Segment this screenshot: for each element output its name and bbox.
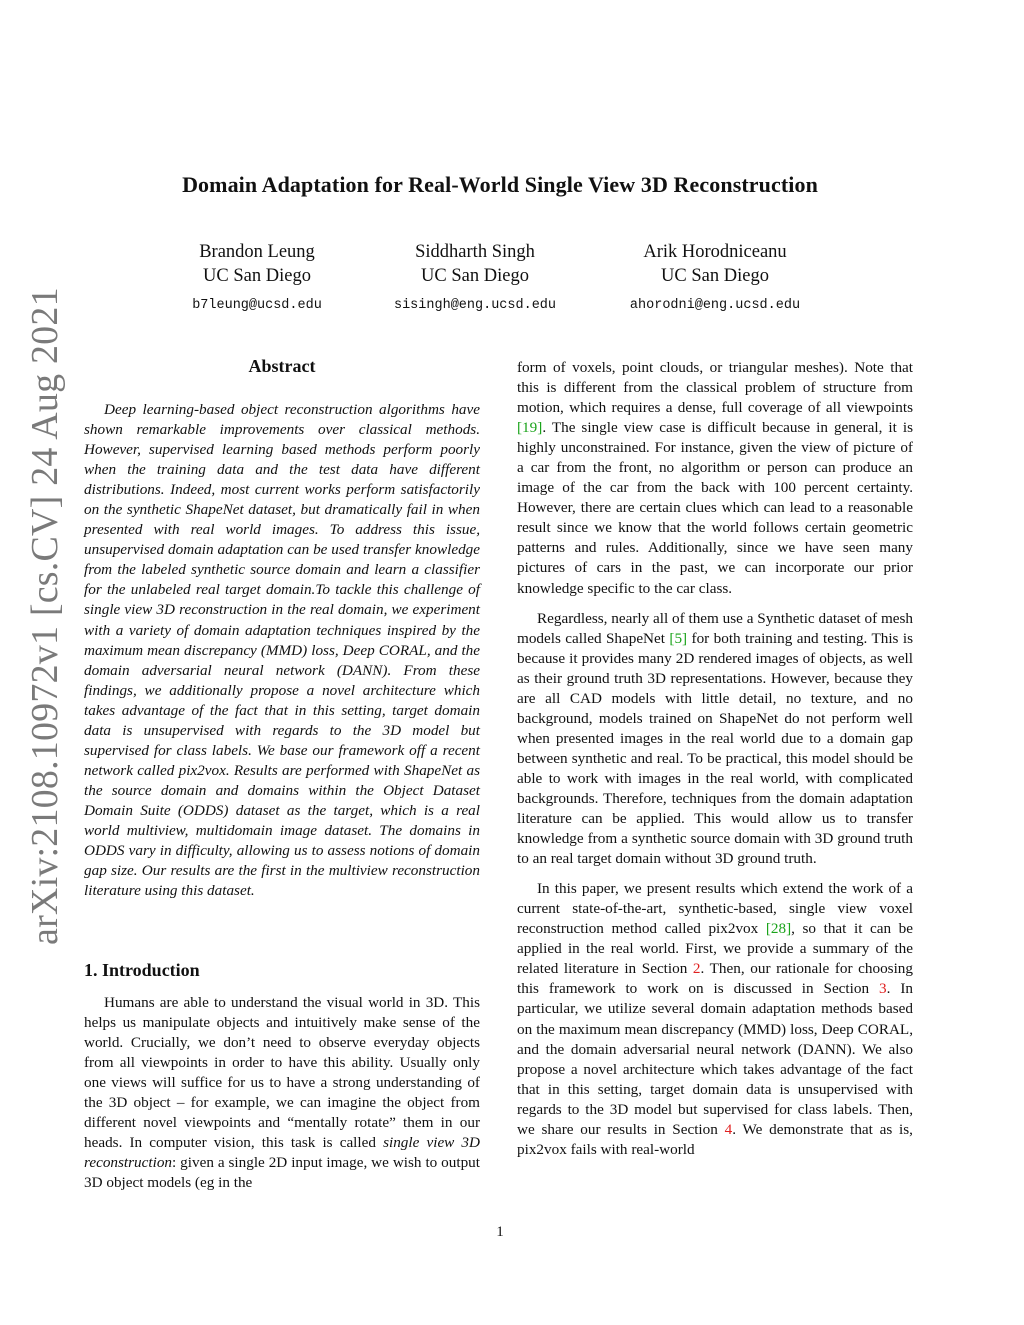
- section-link[interactable]: 2: [692, 960, 701, 978]
- author-email: sisingh@eng.ucsd.edu: [393, 298, 557, 313]
- author-affiliation: UC San Diego: [421, 266, 529, 286]
- citation-link[interactable]: [5]: [669, 629, 688, 647]
- intro-paragraph-1-continued: form of voxels, point clouds, or triangular meshes). Note that this is different from the classical problem of structure from motion, which requires a dense, full coverage of all viewpoints [19]. The single view case is difficult because in general, it is highly unconstrained. For instance, given the view of picture of a car from the front, no algorithm or person can produce an image of the car from the back with 100 percent certainty. However, there are certain clues which can lead to a reasonable result since we know that the world follows certain geometric patterns and rules. Additionally, since we have seen many pictures of cars in the past, we can incorporate our prior knowledge specific to the car class.: [517, 359, 913, 597]
- page-number: 1: [496, 1224, 504, 1240]
- author-email: ahorodni@eng.ucsd.edu: [629, 298, 801, 313]
- author-email: b7leung@ucsd.edu: [192, 298, 322, 313]
- author-name: Siddharth Singh: [415, 242, 535, 262]
- author-affiliation: UC San Diego: [203, 266, 311, 286]
- intro-paragraph-2: Regardless, nearly all of them use a Synthetic dataset of mesh models called ShapeNet [5] for both training and testing. This is because it provides many 2D rendered images of objects, as well as their ground truth 3D representations. However, because they are all CAD models with little detail, no texture, and no background, models trained on ShapeNet do not perform well when presented images in the real world due to a domain gap between synthetic and real. To be practical, this model should be able to work with images in the real world, with complicated backgrounds. Therefore, techniques from the domain adaptation literature can be applied. This would allow us to transfer knowledge from a synthetic source domain with 3D ground truth to an real target domain without 3D ground truth.: [517, 609, 914, 868]
- author-1: [137, 240, 377, 318]
- arxiv-identifier: arXiv:2108.10972v1 [cs.CV] 24 Aug 2021: [24, 287, 66, 945]
- intro-right-column: [517, 358, 913, 1160]
- author-3: [595, 240, 835, 318]
- author-affiliation: UC San Diego: [661, 266, 769, 286]
- section-link[interactable]: 3: [879, 980, 887, 998]
- author-2: [355, 240, 595, 318]
- intro-left-column: [84, 993, 480, 1193]
- author-name: Arik Horodniceanu: [643, 242, 787, 262]
- citation-link[interactable]: [28]: [765, 920, 792, 938]
- abstract-paragraph: Deep learning-based object reconstruction algorithms have shown remarkable improvements over classical methods. However, supervised learning based methods perform poorly when the training data and the test data have different distributions. Indeed, most current works perform satisfactorily on the synthetic ShapeNet dataset, but dramatically fail in when presented with real world images. To address this issue, unsupervised domain adaptation can be used transfer knowledge from the labeled synthetic source domain and learn a classifier for the unlabeled real target domain.To tackle this challenge of single view 3D reconstruction in the real domain, we experiment with a variety of domain adaptation techniques inspired by the maximum mean discrepancy (MMD) loss, Deep CORAL, and the domain adversarial neural network (DANN). From these findings, we additionally propose a novel architecture which takes advantage of the fact that in this setting, target domain data is unsupervised with regards to the 3D model but supervised for class labels. We base our framework off a recent network called pix2vox. Results are performed with ShapeNet as the source domain and domains within the Object Dataset Domain Suite (ODDS) dataset as the target, which is a real world multiview, multidomain image dataset. The domains in ODDS vary in difficulty, allowing us to assess notions of domain gap size. Our results are the first in the multiview reconstruction literature using this dataset.: [84, 401, 480, 900]
- paper-title: Domain Adaptation for Real-World Single View 3D Reconstruction: [182, 172, 818, 197]
- section-link[interactable]: 4: [724, 1120, 733, 1138]
- citation-link[interactable]: [19]: [517, 419, 543, 437]
- emphasis-term: single view 3D reconstruction: [84, 1134, 480, 1172]
- intro-paragraph-1: Humans are able to understand the visual world in 3D. This helps us manipulate objects and intuitively make sense of the world. Crucially, we don’t need to observe everyday objects from all viewpoints in order to have this ability. Usually only one views will suffice for us to have a strong understanding of the 3D object – for example, we can imagine the object from different novel viewpoints and “mentally rotate” them in our heads. In computer vision, this task is called single view 3D reconstruction: given a single 2D input image, we wish to output 3D object models (eg in the: [84, 994, 480, 1192]
- abstract-heading: Abstract: [248, 356, 316, 376]
- author-name: Brandon Leung: [199, 242, 315, 262]
- abstract-text: [84, 400, 480, 901]
- section-heading-introduction: 1. Introduction: [84, 960, 200, 980]
- intro-paragraph-3: In this paper, we present results which extend the work of a current state-of-the-art, synthetic-based, single view voxel reconstruction method called pix2vox [28], so that it can be applied in the real world. First, we provide a summary of the related literature in Section 2. Then, our rationale for choosing this framework to work on is discussed in Section 3. In particular, we utilize several domain adaptation methods based on the maximum mean discrepancy (MMD) loss, Deep CORAL, and the domain adversarial neural network (DANN). We also propose a novel architecture which takes advantage of the fact that in this setting, target domain data is unsupervised with regards to the 3D model but supervised for class labels. Then, we share our results in Section 4. We demonstrate that as is, pix2vox fails with real-world: [517, 880, 914, 1158]
